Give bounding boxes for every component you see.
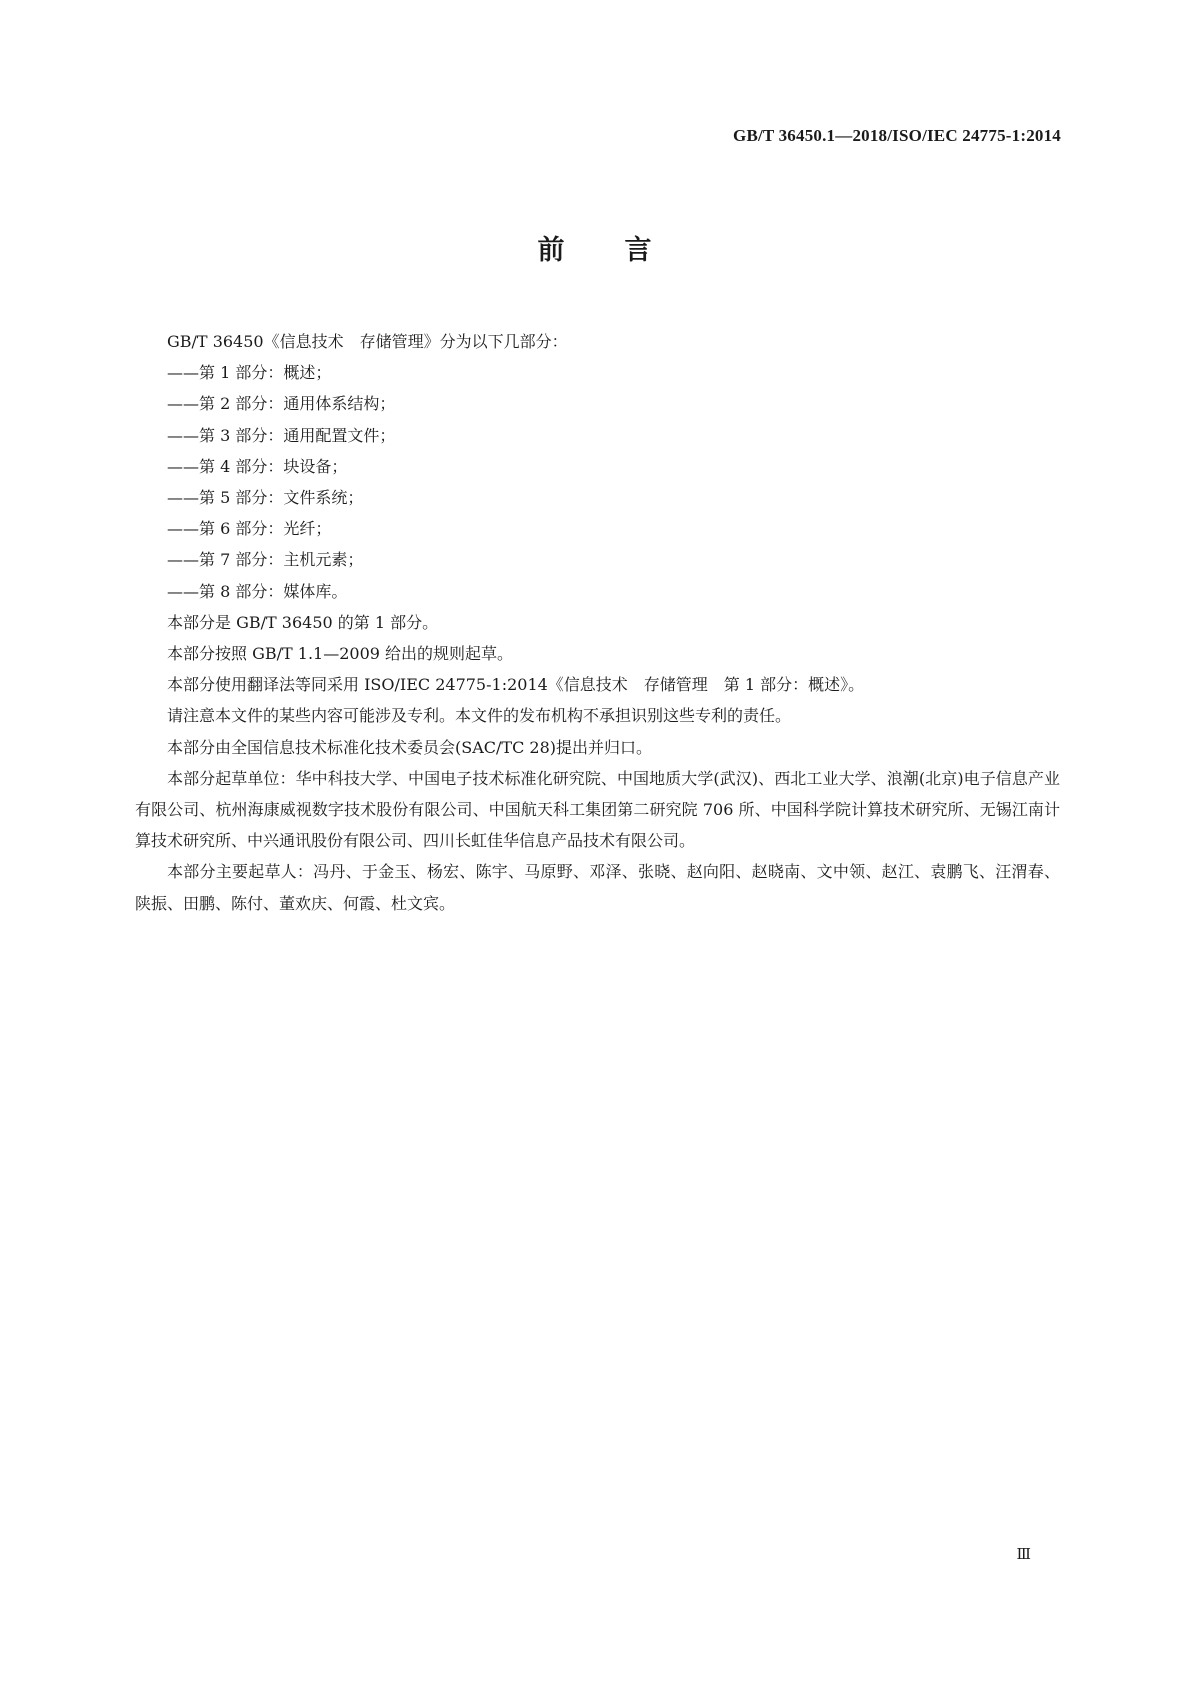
page-title [0,228,1191,267]
list-item-part-2: ——第 2 部分：通用体系结构； [167,394,396,414]
title-char-1: 前 [537,235,567,266]
document-body [135,326,1060,919]
list-item-part-7: ——第 7 部分：主机元素； [167,550,364,570]
paragraph-drafters: 本部分主要起草人：冯丹、于金玉、杨宏、陈宇、马原野、邓泽、张晓、赵向阳、赵晓南、文中领、赵江、袁鹏飞、汪渭春、陕振、田鹏、陈付、董欢庆、何霞、杜文宾。 [135,862,1060,913]
list-item-part-8: ——第 8 部分：媒体库。 [167,581,348,601]
paragraph-drafting-units: 本部分起草单位：华中科技大学、中国电子技术标准化研究院、中国地质大学(武汉)、西北工业大学、浪潮(北京)电子信息产业有限公司、杭州海康威视数字技术股份有限公司、中国航天科工集团第二研究院 706 所、中国科学院计算技术研究所、无锡江南计算技术研究所、中兴通讯股份有限公司、四川长虹佳华信息产品技术有限公司。 [135,768,1060,851]
title-char-2: 言 [624,235,654,266]
paragraph-part-statement: 本部分是 GB/T 36450 的第 1 部分。 [167,612,439,632]
list-item-part-6: ——第 6 部分：光纤； [167,519,332,539]
list-item-part-1: ——第 1 部分：概述； [167,363,332,383]
paragraph-adoption: 本部分使用翻译法等同采用 ISO/IEC 24775-1:2014《信息技术 存储管理 第 1 部分：概述》。 [167,675,865,695]
standard-code-header: GB/T 36450.1—2018/ISO/IEC 24775-1:2014 [733,126,1061,145]
list-item-part-4: ——第 4 部分：块设备； [167,456,348,476]
page-number: Ⅲ [1016,1547,1031,1563]
paragraph-drafting-rules: 本部分按照 GB/T 1.1—2009 给出的规则起草。 [167,644,514,664]
intro-paragraph: GB/T 36450《信息技术 存储管理》分为以下几部分： [167,332,568,351]
list-item-part-5: ——第 5 部分：文件系统； [167,488,364,508]
paragraph-patent-notice: 请注意本文件的某些内容可能涉及专利。本文件的发布机构不承担识别这些专利的责任。 [167,706,792,726]
paragraph-proposer: 本部分由全国信息技术标准化技术委员会(SAC/TC 28)提出并归口。 [167,737,652,757]
list-item-part-3: ——第 3 部分：通用配置文件； [167,425,396,445]
